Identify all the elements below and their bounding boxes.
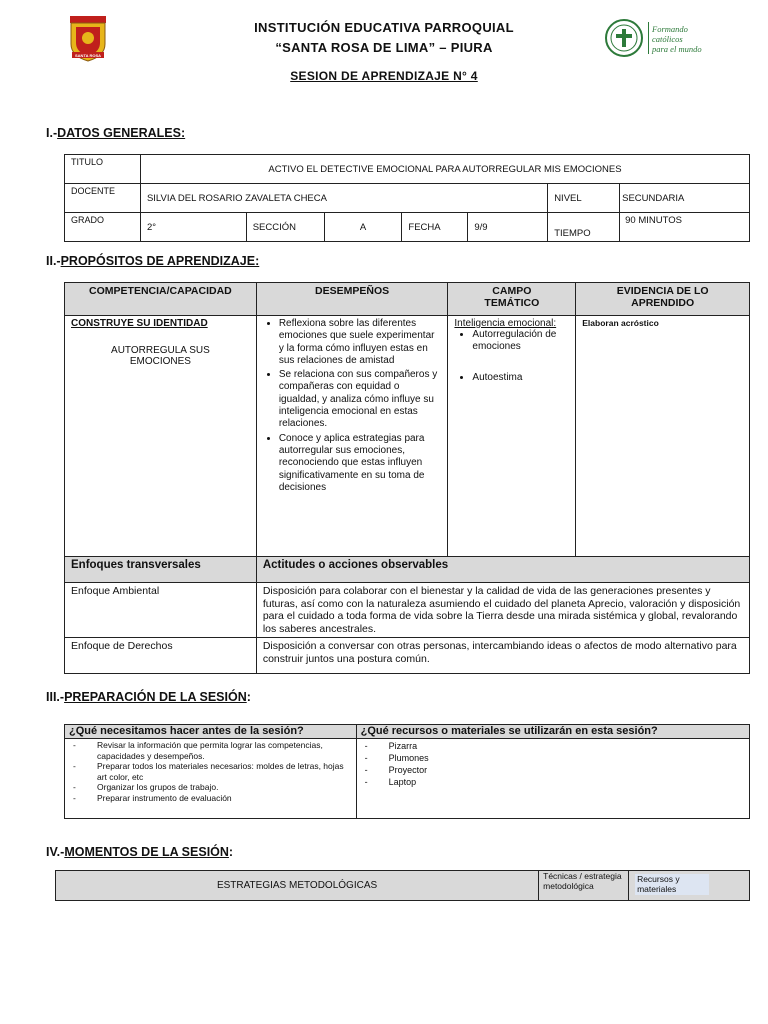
campo-item: • Autorregulación de emociones [472, 329, 569, 354]
section-4-title: MOMENTOS DE LA SESIÓN [64, 845, 229, 859]
session-title: SESION DE APRENDIZAJE N° 4 [290, 69, 478, 83]
recursos-cell [356, 739, 749, 819]
enfoque-ambiental: Enfoque Ambiental [65, 583, 257, 638]
section-4-number: IV.- [46, 845, 65, 859]
campo-item: • Autoestima [472, 372, 569, 384]
resource-item: - Plumones [359, 752, 747, 764]
grado-value: 2° [140, 213, 246, 242]
resource-item: - Pizarra [359, 740, 747, 752]
preparation-item: - Preparar todos los materiales necesarios: moldes de letras, hojas art color, etc [67, 761, 354, 782]
docente-label: DOCENTE [65, 184, 141, 213]
desempenos-cell [256, 316, 448, 557]
section-4-heading [46, 845, 233, 859]
purposes-table [64, 282, 750, 674]
competencia-cell [65, 316, 257, 557]
right-logo-slogan [652, 24, 702, 54]
titulo-value: ACTIVO EL DETECTIVE EMOCIONAL PARA AUTORREGULAR MIS EMOCIONES [140, 155, 749, 184]
enfoque-derechos: Enfoque de Derechos [65, 638, 257, 674]
seccion-label: SECCIÓN [246, 213, 324, 242]
section-3-number: III.- [46, 690, 65, 704]
desempeno-item: • Reflexiona sobre las diferentes emociones que suele experimentar y la forma cómo influyen estas en sus relaciones de amistad [279, 318, 442, 367]
header-actitudes: Actitudes o acciones observables [256, 557, 749, 583]
antes-cell [65, 739, 357, 819]
section-2-number: II.- [46, 254, 61, 268]
header-estrategias: ESTRATEGIAS METODOLÓGICAS [56, 871, 539, 901]
header-enfoques: Enfoques transversales [65, 557, 257, 583]
slogan-line-1: Formando [652, 24, 688, 34]
tiempo-label: TIEMPO [548, 213, 620, 242]
header-recursos-sesion: ¿Qué recursos o materiales se utilizarán en esta sesión? [356, 725, 749, 739]
competencia-name: CONSTRUYE SU IDENTIDAD [71, 318, 208, 329]
docente-value: SILVIA DEL ROSARIO ZAVALETA CHECA [140, 184, 547, 213]
fecha-value: 9/9 [468, 213, 548, 242]
general-data-table [64, 154, 750, 242]
campo-title: Inteligencia emocional: [454, 318, 557, 329]
preparation-item: - Revisar la información que permita lograr las competencias, capacidades y desempeños. [67, 740, 354, 761]
resource-item: - Proyector [359, 764, 747, 776]
header-antes-sesion: ¿Qué necesitamos hacer antes de la sesión? [65, 725, 357, 739]
section-1-number: I.- [46, 126, 58, 140]
header-competencia: COMPETENCIA/CAPACIDAD [65, 283, 257, 316]
left-logo-text: SANTA ROSA [75, 53, 101, 58]
section-4-colon: : [228, 845, 234, 859]
section-3-title: PREPARACIÓN DE LA SESIÓN [64, 690, 247, 704]
preparation-item: - Preparar instrumento de evaluación [67, 793, 354, 804]
titulo-label: TITULO [65, 155, 141, 184]
right-seal-logo [604, 18, 644, 58]
institution-name: INSTITUCIÓN EDUCATIVA PARROQUIAL [254, 20, 514, 35]
capacidad-name: AUTORREGULA SUS EMOCIONES [111, 345, 210, 367]
section-3-heading [46, 690, 251, 704]
section-1-heading [46, 126, 185, 140]
campo-tematico-cell [448, 316, 576, 557]
header-tecnicas: Técnicas / estrategia metodológica [539, 871, 629, 901]
nivel-value: SECUNDARIA [620, 184, 750, 213]
tiempo-value: 90 MINUTOS [620, 213, 750, 242]
right-logo-divider [648, 22, 649, 54]
desempeno-item: • Conoce y aplica estrategias para autorregular sus emociones, reconociendo que estas influyen significativamente en su toma de decisiones [279, 433, 442, 494]
actitud-derechos: Disposición a conversar con otras personas, intercambiando ideas o afectos de modo alternativo para construir juntos una postura común. [256, 638, 749, 674]
section-2-heading [46, 254, 259, 268]
section-2-title: PROPÓSITOS DE APRENDIZAJE: [60, 254, 260, 268]
grado-label: GRADO [65, 213, 141, 242]
header-recursos-materiales: Recursos y materiales [635, 874, 709, 895]
evidencia-cell: Elaboran acróstico [576, 316, 750, 557]
slogan-line-2: católicos [652, 34, 683, 44]
institution-location: “SANTA ROSA DE LIMA” – PIURA [275, 40, 493, 55]
recursos-header-cell [629, 871, 750, 901]
header-desempenos: DESEMPEÑOS [256, 283, 448, 316]
preparation-item: - Organizar los grupos de trabajo. [67, 782, 354, 793]
resource-item: - Laptop [359, 776, 747, 788]
header-campo-tematico: CAMPO TEMÁTICO [448, 283, 576, 316]
section-1-title: DATOS GENERALES: [57, 126, 186, 140]
seccion-value: A [324, 213, 402, 242]
slogan-line-3: para el mundo [652, 44, 702, 54]
moments-table [55, 870, 750, 901]
header-evidencia: EVIDENCIA DE LO APRENDIDO [576, 283, 750, 316]
nivel-label: NIVEL [548, 184, 620, 213]
fecha-label: FECHA [402, 213, 468, 242]
section-3-colon: : [246, 690, 251, 704]
desempeno-item: • Se relaciona con sus compañeros y compañeras con equidad o igualdad, y analiza cómo influye su inteligencia emocional en estas relaciones. [279, 369, 442, 430]
preparation-table [64, 724, 750, 819]
actitud-ambiental: Disposición para colaborar con el bienestar y la calidad de vida de las generaciones presentes y futuras, así como con la naturaleza asumiendo el cuidado del planeta Aprecio, valoración y disposición para el cuidado a toda forma de vida sobre la Tierra desde una mirada sistémica y global, revalorando los saberes ancestrales. [256, 583, 749, 638]
